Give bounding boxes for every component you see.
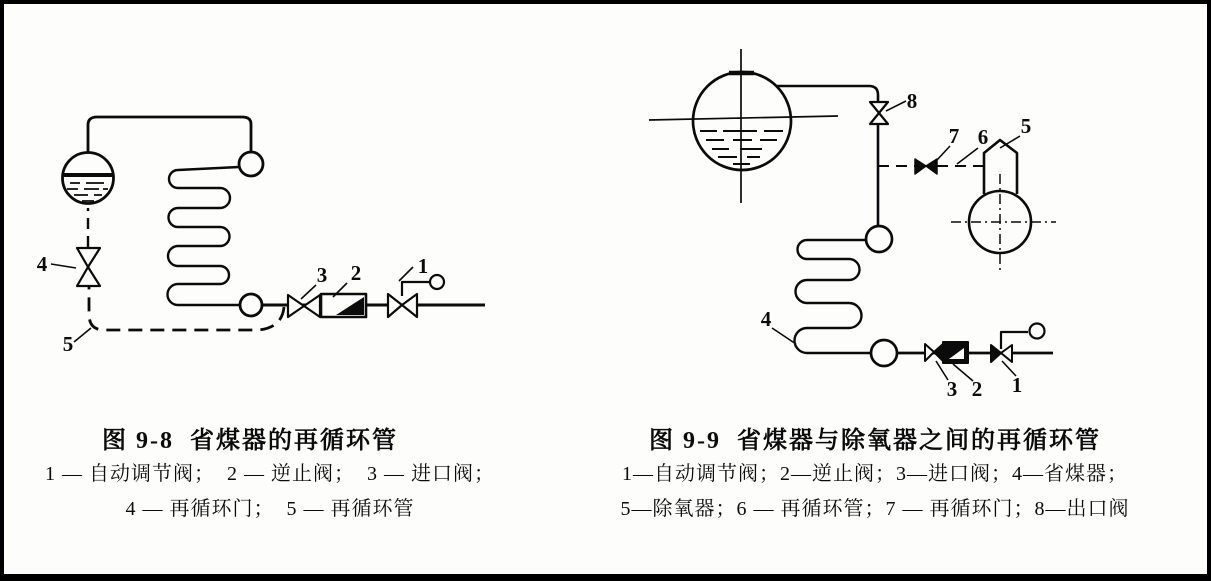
drum-shell: [693, 72, 791, 170]
callout-8: 8: [906, 89, 918, 113]
figure-9-9-diagram: [595, 0, 1211, 410]
callout-5: 5: [1020, 114, 1032, 138]
figure-9-8-legend-line-2: 4 — 再循环门； 5 — 再循环管: [125, 498, 415, 520]
coil-inlet-header: [239, 152, 263, 176]
figure-9-9: [595, 0, 1211, 410]
callout-6: 6: [977, 125, 989, 149]
figure-9-8-diagram: [0, 0, 560, 410]
callout-3: 3: [316, 263, 328, 287]
check-valve-icon: [321, 294, 366, 317]
auto-regulating-valve-icon: [388, 275, 444, 317]
callout-7: 7: [948, 124, 960, 148]
coil-outlet-header: [240, 294, 262, 316]
figure-9-8-legend-line-1: 1 — 自动调节阀； 2 — 逆止阀； 3 — 进口阀；: [45, 463, 495, 485]
deaerator: [951, 140, 1056, 274]
figure-9-9-legend-line-2: 5—除氧器；6 — 再循环管；7 — 再循环门；8—出口阀: [620, 498, 1130, 520]
actuator-head: [430, 275, 444, 289]
callout-5: 5: [62, 332, 74, 356]
actuator-head: [1030, 324, 1045, 339]
callout-2: 2: [350, 261, 362, 285]
drum-steam-pipe: [777, 86, 878, 102]
steam-drum: [649, 49, 838, 203]
recirculation-valve-icon: [77, 248, 100, 286]
coil-inlet-header: [866, 226, 892, 252]
coil-outlet-header: [871, 340, 897, 366]
callout-1: 1: [417, 254, 429, 278]
figure-9-8: [0, 0, 560, 410]
figure-9-9-caption: 图 9-9 省煤器与除氧器之间的再循环管: [649, 428, 1101, 454]
inlet-valve-icon: [288, 295, 320, 317]
callout-2: 2: [971, 377, 983, 401]
auto-regulating-valve-icon: [991, 324, 1045, 363]
figure-9-9-legend-line-1: 1—自动调节阀；2—逆止阀；3—进口阀；4—省煤器；: [622, 463, 1128, 485]
actuator-stem: [1001, 332, 1028, 349]
callout-1: 1: [1011, 373, 1023, 397]
recirculation-valve-icon: [915, 159, 937, 174]
callout-4: 4: [760, 307, 772, 331]
figure-9-8-caption: 图 9-8 省煤器的再循环管: [102, 428, 398, 454]
economizer-coil: [795, 240, 872, 353]
economizer-coil: [168, 167, 241, 305]
steam-drum: [63, 153, 114, 204]
drum-steam-pipe: [88, 117, 251, 152]
check-valve-icon: [943, 342, 968, 363]
callout-4: 4: [36, 252, 48, 276]
callout-3: 3: [946, 377, 958, 401]
outlet-valve-icon: [870, 102, 888, 124]
inlet-valve-icon: [925, 344, 943, 361]
